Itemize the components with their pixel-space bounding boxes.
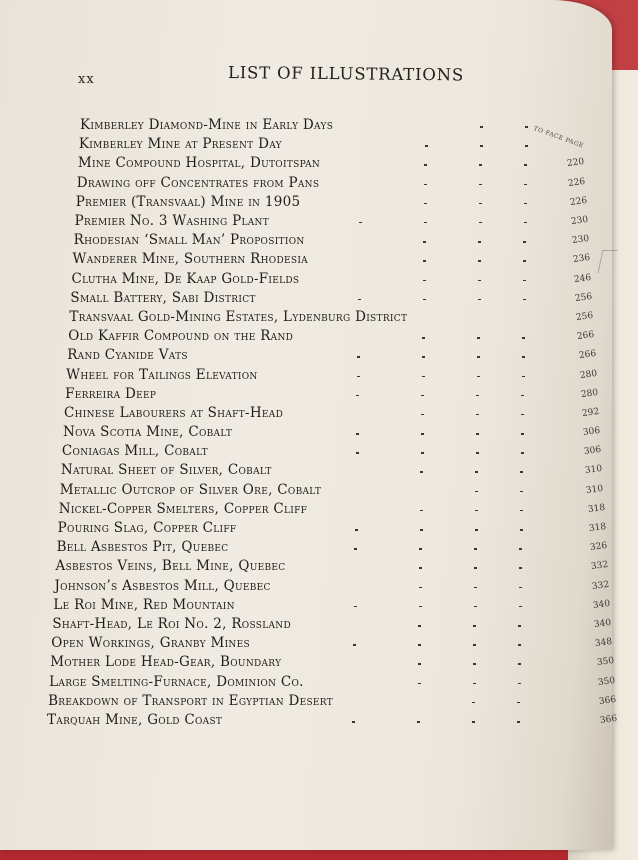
leader-dot xyxy=(475,491,478,493)
illustration-title: Johnson’s Asbestos Mill, Quebec xyxy=(54,577,271,594)
leader-dot xyxy=(359,222,362,224)
illustration-page-number: 280 xyxy=(580,387,599,400)
illustration-title: Chinese Labourers at Shaft-Head xyxy=(64,404,284,421)
leader-dot xyxy=(520,529,523,531)
illustration-title: Rhodesian ‘Small Man’ Proposition xyxy=(73,232,305,249)
leader-dot xyxy=(478,280,481,282)
leader-dot xyxy=(524,203,527,205)
leader-dot xyxy=(521,395,524,397)
leader-dot xyxy=(419,548,422,550)
leader-dot xyxy=(357,356,360,358)
leader-dot xyxy=(520,471,523,473)
leader-dot xyxy=(425,145,428,147)
leader-dot xyxy=(418,663,421,665)
leader-dot xyxy=(418,625,421,627)
leader-dot xyxy=(479,222,482,224)
illustration-title: Drawing off Concentrates from Pans xyxy=(76,174,320,191)
illustration-page-number: 292 xyxy=(581,406,600,420)
list-item xyxy=(51,635,612,653)
illustration-title: Kimberley Diamond-Mine in Early Days xyxy=(80,117,334,133)
illustration-page-number: 306 xyxy=(582,425,601,439)
leader-dot xyxy=(472,702,475,704)
leader-dot xyxy=(352,721,355,723)
illustration-page-number: 230 xyxy=(570,214,589,228)
leader-dot xyxy=(473,663,476,665)
illustration-title: Old Kaffir Compound on the Rand xyxy=(68,328,294,345)
leader-dot xyxy=(474,548,477,550)
leader-dot xyxy=(524,184,527,186)
leader-dot xyxy=(518,625,521,627)
leader-dot xyxy=(473,644,476,646)
illustration-title: Premier No. 3 Washing Plant xyxy=(74,212,270,229)
list-item xyxy=(73,251,612,269)
illustration-page-number: 366 xyxy=(598,694,617,707)
illustration-page-number: 226 xyxy=(567,176,587,189)
page-number: xx xyxy=(78,72,95,87)
list-item xyxy=(61,462,612,480)
illustration-page-number: 332 xyxy=(591,579,610,592)
leader-dot xyxy=(422,356,425,358)
leader-dot xyxy=(476,433,479,435)
list-item xyxy=(70,290,612,308)
illustration-title: Coniagas Mill, Cobalt xyxy=(61,443,208,460)
illustration-title: Nova Scotia Mine, Cobalt xyxy=(62,424,233,441)
leader-dot xyxy=(355,529,358,531)
leader-dot xyxy=(419,606,422,608)
list-item xyxy=(69,309,612,327)
leader-dot xyxy=(479,184,482,186)
list-item xyxy=(77,175,612,193)
list-item xyxy=(56,558,612,576)
list-item xyxy=(60,482,612,500)
leader-dot xyxy=(523,299,526,301)
illustration-page-number: 280 xyxy=(579,368,598,381)
leader-dot xyxy=(424,184,427,186)
illustration-title: Kimberley Mine at Present Day xyxy=(78,136,282,153)
list-item xyxy=(66,367,612,385)
list-item xyxy=(71,271,612,289)
list-item xyxy=(58,520,612,538)
illustration-title: Nickel-Copper Smelters, Copper Cliff xyxy=(58,500,308,517)
leader-dot xyxy=(522,356,525,358)
leader-dot xyxy=(476,395,479,397)
illustration-page-number: 310 xyxy=(584,464,604,477)
leader-dot xyxy=(475,471,478,473)
list-item xyxy=(64,405,612,423)
leader-dot xyxy=(478,260,481,262)
illustration-page-number: 350 xyxy=(595,656,615,669)
illustration-page-number: 340 xyxy=(593,617,613,631)
leader-dot xyxy=(424,164,427,166)
list-item xyxy=(75,213,612,231)
leader-dot xyxy=(473,625,476,627)
leader-dot xyxy=(421,452,424,454)
illustration-page-number: 226 xyxy=(568,195,588,208)
illustration-title: Bell Asbestos Pit, Quebec xyxy=(56,539,229,556)
leader-dot xyxy=(474,606,477,608)
illustration-title: Wanderer Mine, Southern Rhodesia xyxy=(72,251,308,268)
leader-dot xyxy=(420,510,423,512)
list-item xyxy=(62,443,612,461)
leader-dot xyxy=(423,280,426,282)
illustration-page-number: 236 xyxy=(572,253,591,266)
leader-dot xyxy=(477,356,480,358)
leader-dot xyxy=(421,433,424,435)
leader-dot xyxy=(418,644,421,646)
leader-dot xyxy=(475,510,478,512)
list-item xyxy=(65,386,612,404)
illustration-title: Small Battery, Sabi District xyxy=(70,289,256,306)
list-item xyxy=(52,616,612,634)
leader-dot xyxy=(478,241,481,243)
leader-dot xyxy=(480,126,483,128)
page-title: LIST OF ILLUSTRATIONS xyxy=(227,63,465,85)
illustration-page-number: 310 xyxy=(585,483,605,496)
leader-dot xyxy=(424,222,427,224)
leader-dot xyxy=(423,260,426,262)
list-item xyxy=(59,501,612,519)
illustration-page-number: 350 xyxy=(597,675,616,688)
illustration-page-number: 306 xyxy=(583,445,602,458)
leader-dot xyxy=(519,587,522,589)
leader-dot xyxy=(354,606,357,608)
list-item xyxy=(80,117,612,135)
illustration-title: Mother Lode Head-Gear, Boundary xyxy=(50,654,282,671)
list-item xyxy=(54,578,612,596)
list-item xyxy=(63,424,612,442)
leader-dot xyxy=(353,644,356,646)
leader-dot xyxy=(522,337,525,339)
list-item xyxy=(74,232,612,250)
leader-dot xyxy=(478,299,481,301)
illustration-title: Rand Cyanide Vats xyxy=(67,347,188,364)
illustration-page-number: 220 xyxy=(566,157,586,170)
leader-dot xyxy=(522,376,525,378)
leader-dot xyxy=(423,299,426,301)
leader-dot xyxy=(473,683,476,685)
leader-dot xyxy=(519,548,522,550)
leader-dot xyxy=(356,433,359,435)
list-item xyxy=(68,328,612,346)
illustration-title: Le Roi Mine, Red Mountain xyxy=(53,596,235,613)
leader-dot xyxy=(521,452,524,454)
leader-dot xyxy=(424,203,427,205)
illustration-page-number: 266 xyxy=(576,329,596,343)
leader-dot xyxy=(519,606,522,608)
list-item xyxy=(76,194,612,212)
illustration-title: Clutha Mine, De Kaap Gold-Fields xyxy=(71,270,300,287)
leader-dot xyxy=(422,337,425,339)
illustration-page-number: 266 xyxy=(577,349,597,362)
illustration-title: Ferreira Deep xyxy=(65,385,157,402)
illustration-page-number: 318 xyxy=(588,521,607,535)
illustration-title: Open Workings, Granby Mines xyxy=(51,635,250,652)
leader-dot xyxy=(520,491,523,493)
leader-dot xyxy=(525,145,528,147)
leader-dot xyxy=(524,164,527,166)
leader-dot xyxy=(518,663,521,665)
list-item xyxy=(67,347,612,365)
leader-dot xyxy=(477,376,480,378)
illustration-title: Asbestos Veins, Bell Mine, Quebec xyxy=(55,558,286,575)
illustration-page-number: 246 xyxy=(573,272,592,285)
list-item xyxy=(48,692,617,711)
leader-dot xyxy=(474,567,477,569)
list-item xyxy=(53,597,612,615)
illustration-page-number: 332 xyxy=(590,560,609,573)
leader-dot xyxy=(480,145,483,147)
leader-dot xyxy=(517,702,520,704)
illustration-title: Premier (Transvaal) Mine in 1905 xyxy=(75,193,301,210)
list-item xyxy=(79,136,612,154)
illustration-page-number: 318 xyxy=(586,502,606,516)
leader-dot xyxy=(518,683,521,685)
leader-dot xyxy=(417,721,420,723)
illustration-page-number: 256 xyxy=(574,291,593,304)
list-item xyxy=(57,539,612,557)
leader-dot xyxy=(420,471,423,473)
illustration-title: Pouring Slag, Copper Cliff xyxy=(57,520,237,537)
leader-dot xyxy=(521,433,524,435)
leader-dot xyxy=(418,683,421,685)
leader-dot xyxy=(358,299,361,301)
illustration-title: Mine Compound Hospital, Dutoitspan xyxy=(77,155,321,172)
illustration-page-number: 348 xyxy=(594,637,614,650)
leader-dot xyxy=(477,337,480,339)
leader-dot xyxy=(521,414,524,416)
leader-dot xyxy=(523,260,526,262)
illustration-title: Breakdown of Transport in Egyptian Desert xyxy=(48,692,334,709)
leader-dot xyxy=(525,126,528,128)
leader-dot xyxy=(356,452,359,454)
leader-dot xyxy=(421,414,424,416)
illustration-page-number: 230 xyxy=(571,234,590,247)
list-item xyxy=(47,712,618,730)
illustration-title: Metallic Outcrop of Silver Ore, Cobalt xyxy=(59,481,322,498)
leader-dot xyxy=(517,721,520,723)
column-header: TO FACE PAGE xyxy=(532,125,585,150)
leader-dot xyxy=(422,376,425,378)
illustration-page-number: 340 xyxy=(592,598,612,611)
list-item xyxy=(50,654,615,672)
leader-dot xyxy=(420,529,423,531)
leader-dot xyxy=(520,510,523,512)
leader-dot xyxy=(419,567,422,569)
leader-dot xyxy=(423,241,426,243)
leader-dot xyxy=(475,529,478,531)
leader-dot xyxy=(356,395,359,397)
illustration-title: Natural Sheet of Silver, Cobalt xyxy=(60,462,272,479)
illustration-title: Wheel for Tailings Elevation xyxy=(66,366,258,383)
leader-dot xyxy=(524,222,527,224)
leader-dot xyxy=(354,548,357,550)
leader-dot xyxy=(476,452,479,454)
leader-dot xyxy=(518,644,521,646)
leader-dot xyxy=(474,587,477,589)
leader-dot xyxy=(421,395,424,397)
illustration-title: Large Smelting-Furnace, Dominion Co. xyxy=(49,673,304,690)
leader-dot xyxy=(419,587,422,589)
leader-dot xyxy=(523,241,526,243)
leader-dot xyxy=(479,164,482,166)
illustration-title: Shaft-Head, Le Roi No. 2, Rossland xyxy=(52,616,292,633)
leader-dot xyxy=(523,280,526,282)
leader-dot xyxy=(476,414,479,416)
list-item xyxy=(49,673,616,692)
illustration-title: Tarquah Mine, Gold Coast xyxy=(47,712,223,728)
leader-dot xyxy=(472,721,475,723)
illustration-title: Transvaal Gold-Mining Estates, Lydenburg District xyxy=(69,308,408,325)
leader-dot xyxy=(357,376,360,378)
illustration-page-number: 256 xyxy=(575,310,595,324)
list-item xyxy=(78,155,612,173)
illustration-page-number: 326 xyxy=(589,541,608,554)
illustration-page-number: 366 xyxy=(599,713,618,727)
leader-dot xyxy=(479,203,482,205)
leader-dot xyxy=(519,567,522,569)
